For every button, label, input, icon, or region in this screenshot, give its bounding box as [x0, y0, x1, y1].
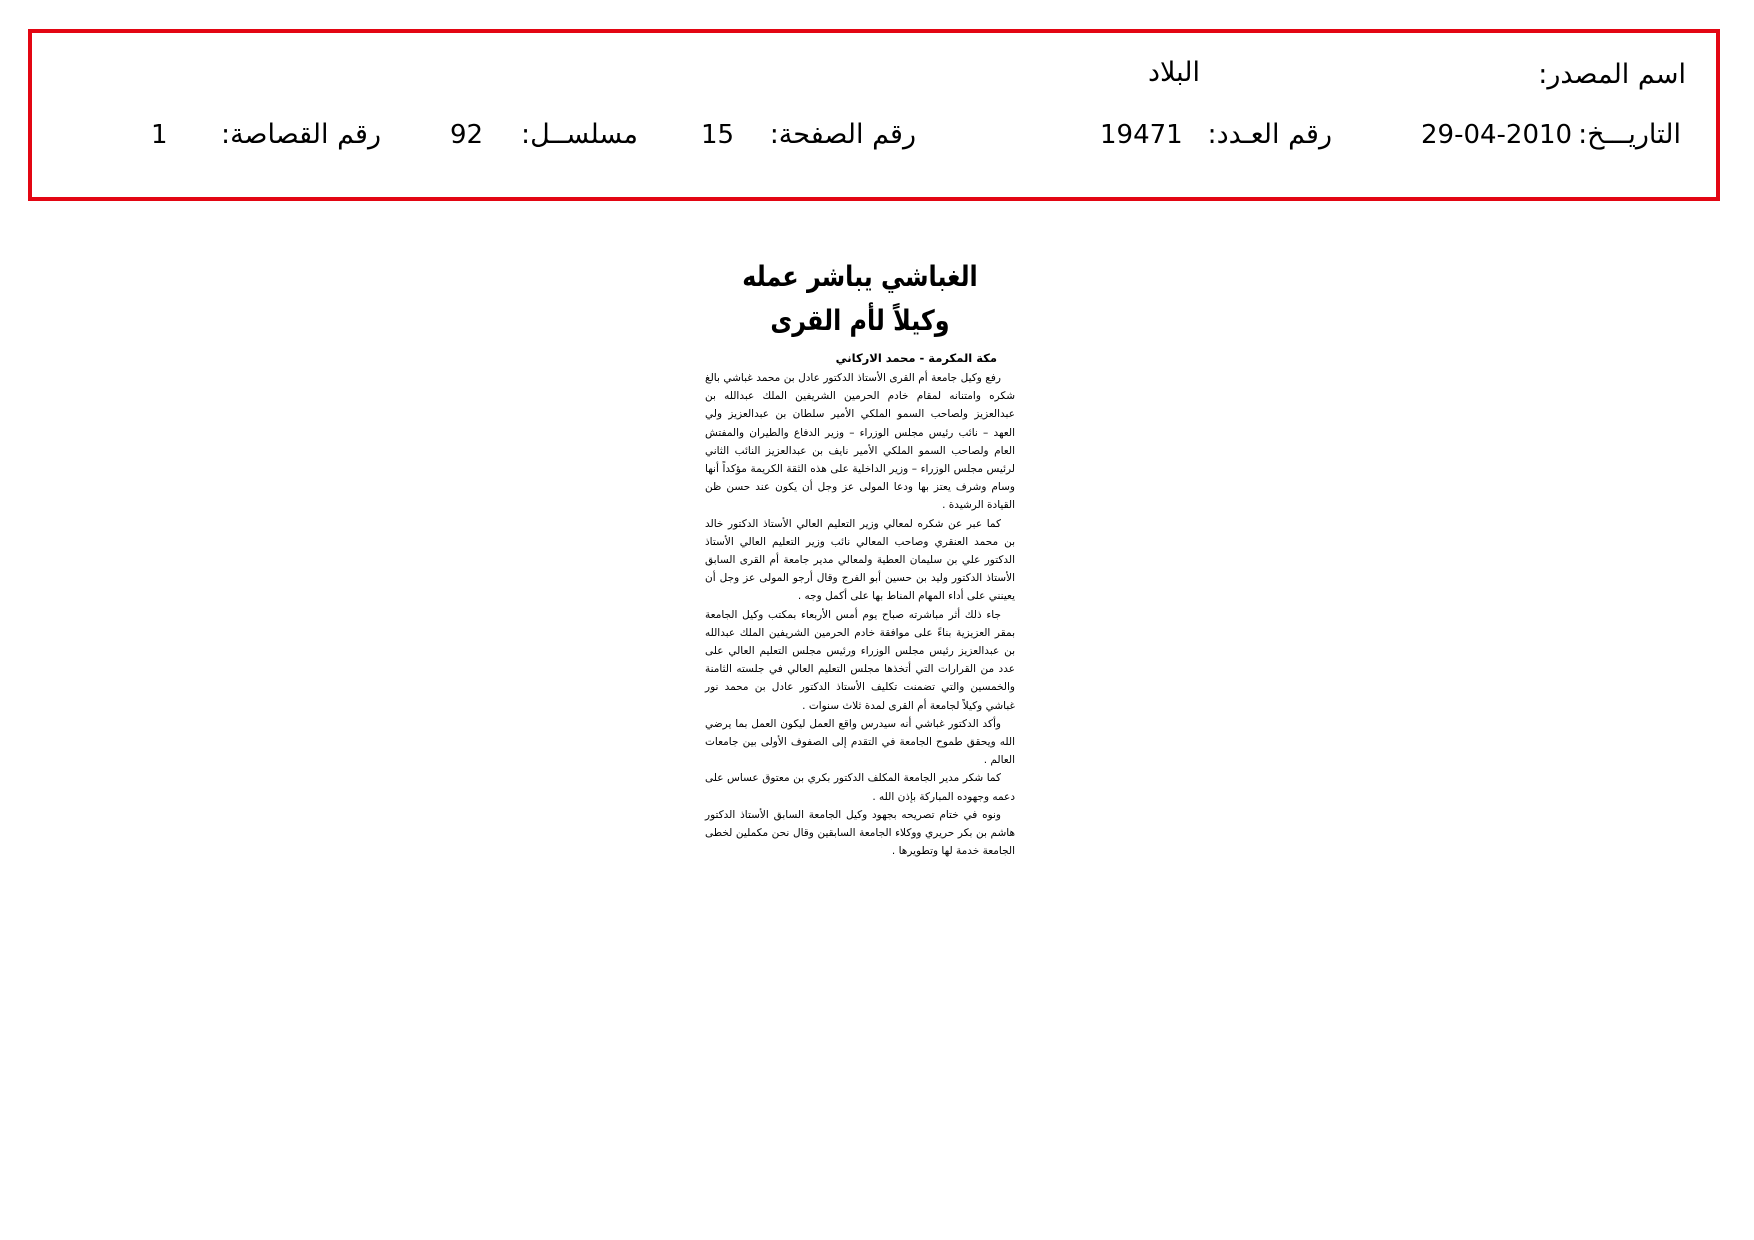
date-value: 29-04-2010 — [1421, 120, 1573, 150]
article-byline: مكة المكرمة - محمد الاركاني — [835, 351, 997, 365]
article-clipping — [705, 255, 1015, 860]
article-paragraph: جاء ذلك أثر مباشرته صباح يوم أمس الأربعاء بمكتب وكيل الجامعة بمقر العزيزية بناءً على موافقة خادم الحرمين الشريفين الملك عبدالله بن عبدالعزيز رئيس مجلس الوزراء ورئيس مجلس التعليم العالي على عدد من القرارات التي أتخذها مجلس التعليم العالي في جلسته الثامنة والخمسين والتي تضمنت تكليف الأستاذ الدكتور عادل بن محمد نور غباشي وكيلاً لجامعة أم القرى لمدة ثلاث سنوات . — [705, 608, 1015, 712]
source-label: اسم المصدر: — [1538, 59, 1686, 90]
date-label: التاريـــخ: — [1578, 119, 1681, 150]
article-paragraph: ونوه في ختام تصريحه بجهود وكيل الجامعة السابق الأستاذ الدكتور هاشم بن بكر حريري ووكلاء الجامعة السابقين وقال نحن مكملين لخطى الجامعة خدمة لها وتطويرها . — [705, 808, 1015, 858]
article-paragraph: وأكد الدكتور غباشي أنه سيدرس واقع العمل ليكون العمل بما يرضي الله ويحقق طموح الجامعة في التقدم إلى الصفوف الأولى بين جامعات العالم . — [705, 717, 1015, 767]
article-headline: الغباشي يباشر عمله وكيلاً لأم القرى — [742, 260, 978, 337]
article-paragraph: كما عبر عن شكره لمعالي وزير التعليم العالي الأستاذ الدكتور خالد بن محمد العنقري وصاحب المعالي نائب وزير التعليم العالي الأستاذ الدكتور علي بن سليمان العطية ولمعالي مدير جامعة أم القرى السابق الأستاذ الدكتور وليد بن حسين أبو الفرج وقال أرجو المولى عز وجل أن يعينني على أداء المهام المناط بها على أكمل وجه . — [705, 517, 1015, 603]
page-label: رقم الصفحة: — [769, 119, 916, 150]
clipping-number-value: 1 — [151, 120, 168, 150]
issue-label: رقم العـدد: — [1207, 119, 1332, 150]
serial-value: 92 — [450, 120, 484, 150]
metadata-header-box — [28, 29, 1720, 201]
source-value: البلاد — [1148, 57, 1201, 88]
clipping-number-label: رقم القصاصة: — [220, 119, 381, 150]
serial-label: مسلســل: — [521, 119, 638, 150]
article-paragraph: كما شكر مدير الجامعة المكلف الدكتور بكري بن معتوق عساس على دعمه وجهوده المباركة بإذن الله . — [705, 772, 1015, 803]
page-value: 15 — [701, 120, 735, 150]
article-paragraph: رفع وكيل جامعة أم القرى الأستاذ الدكتور عادل بن محمد غباشي بالغ شكره وامتنانه لمقام خادم الحرمين الشريفين الملك عبدالله بن عبدالعزيز ولصاحب السمو الملكي الأمير سلطان بن عبدالعزيز ولي العهد – نائب رئيس مجلس الوزراء – وزير الدفاع والطيران والمفتش العام ولصاحب السمو الملكي الأمير نايف بن عبدالعزيز النائب الثاني لرئيس مجلس الوزراء – وزير الداخلية على هذه الثقة الكريمة مؤكداً أنها وسام وشرف يعتز بها ودعا المولى عز وجل أن يكون عند حسن ظن القيادة الرشيدة . — [705, 372, 1015, 512]
issue-value: 19471 — [1100, 120, 1183, 150]
